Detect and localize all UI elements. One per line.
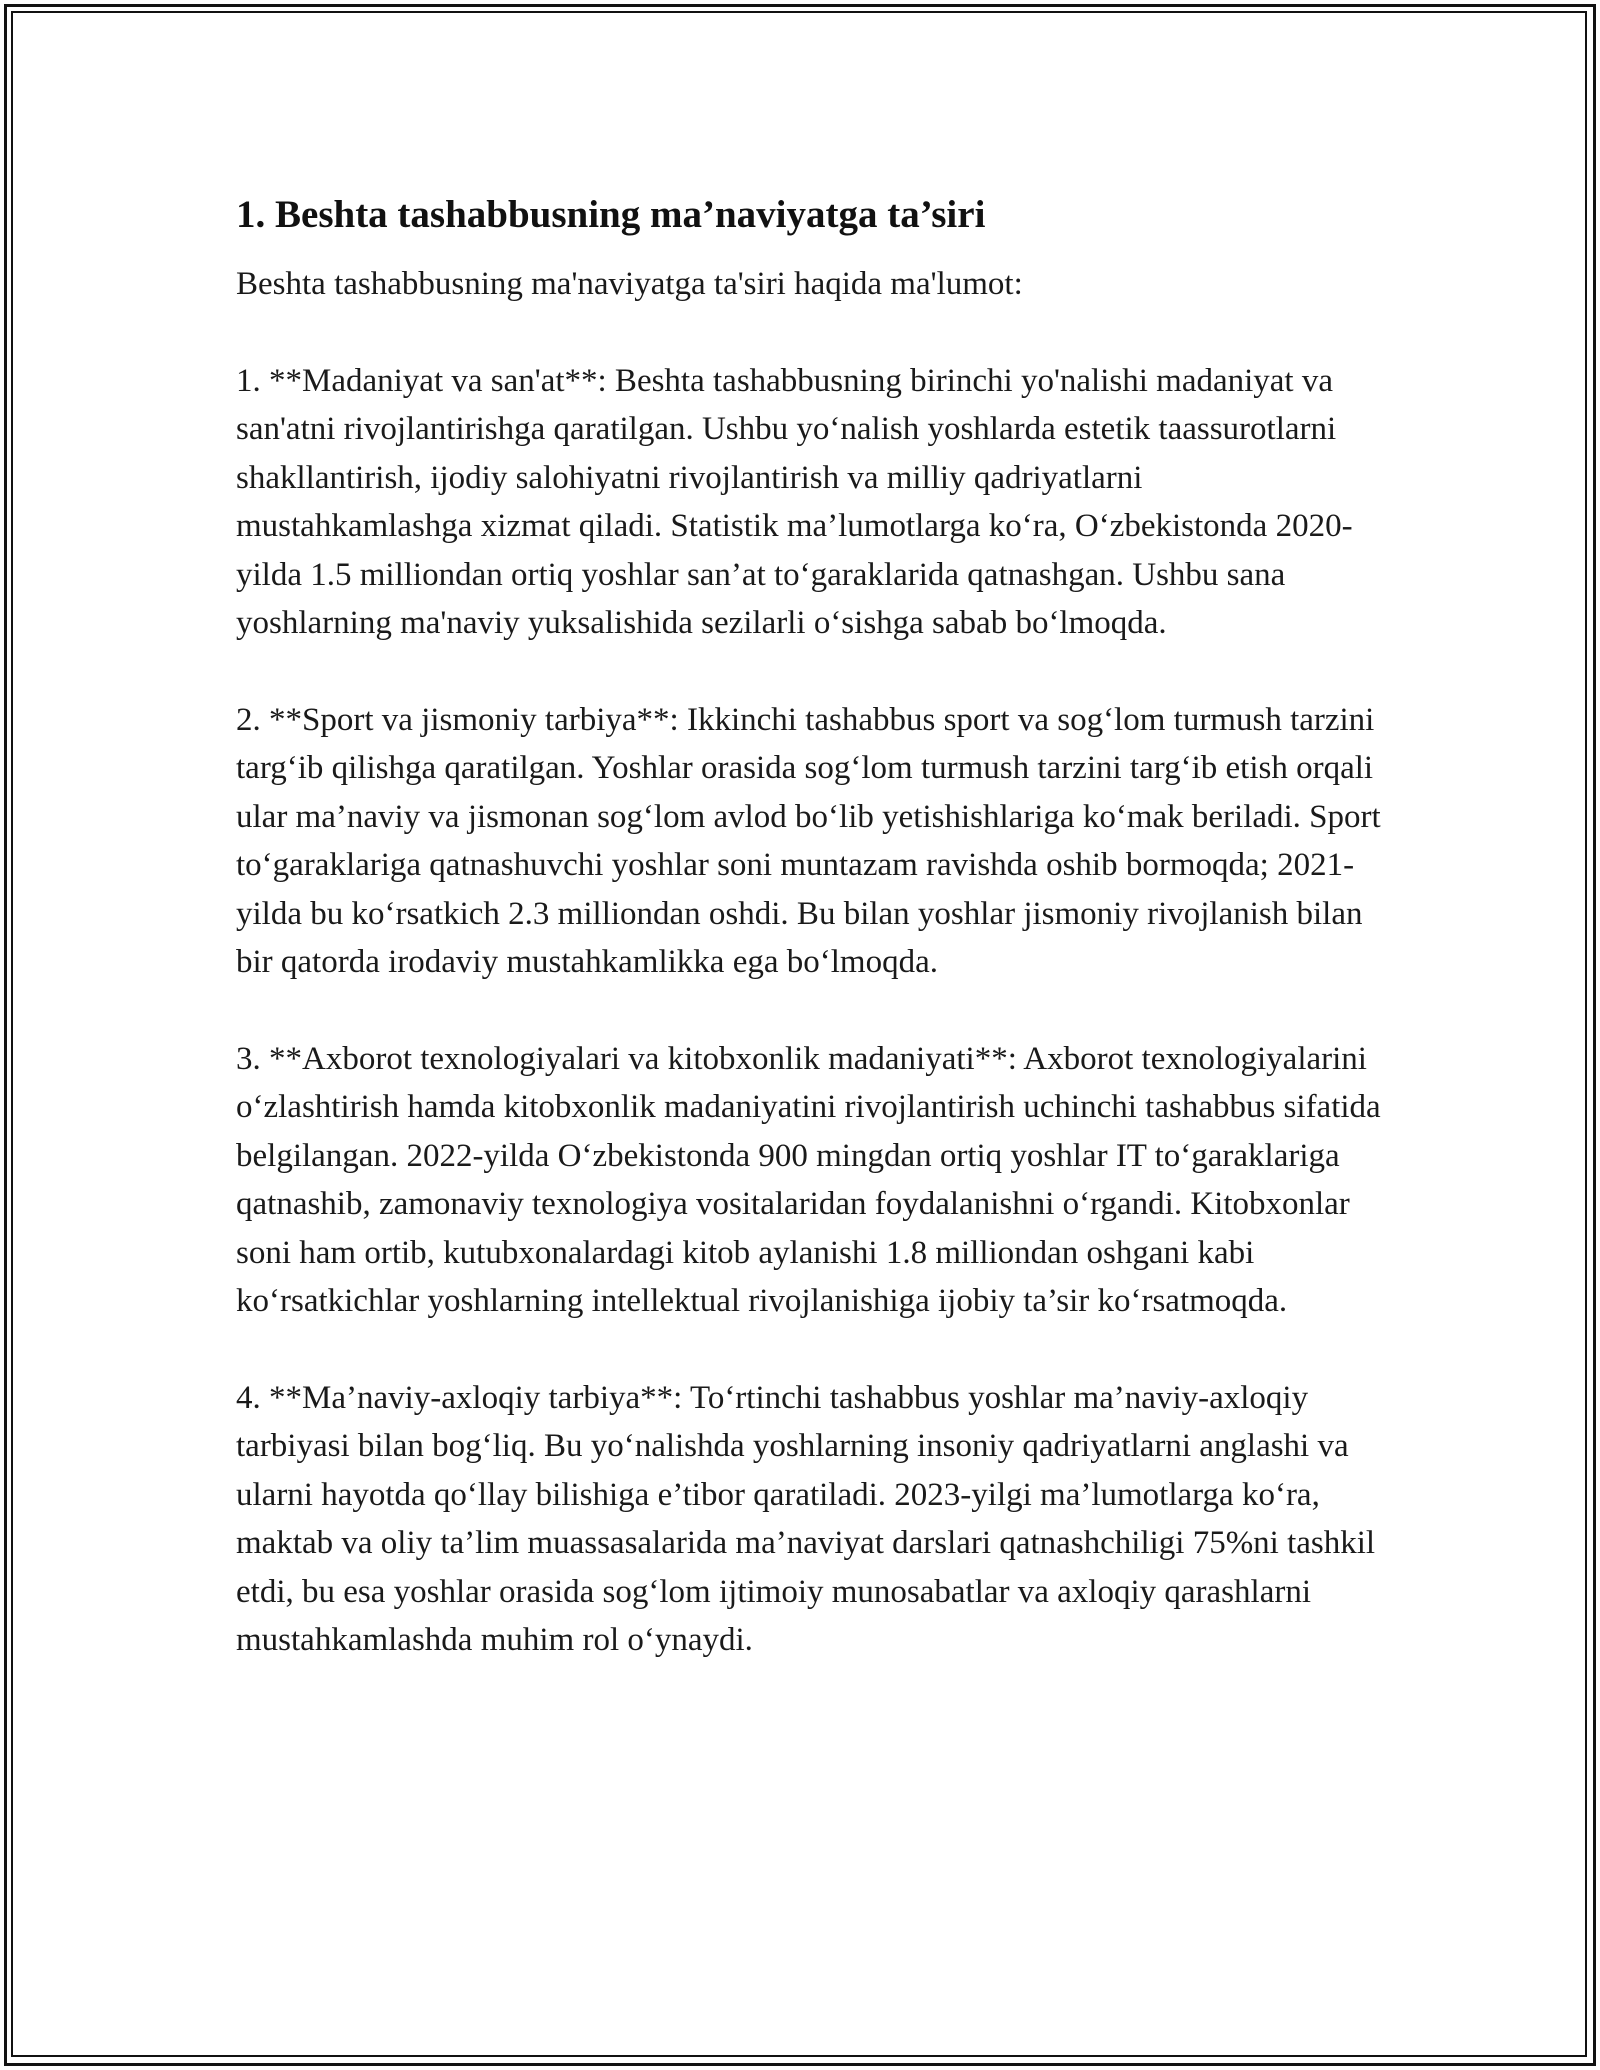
list-item-it-reading: 3. **Axborot texnologiyalari va kitobxonlik madaniyati**: Axborot texnologiyalarini o‘zlashtirish hamda kitobxonlik madaniyatini rivojlantirish uchinchi tashabbus sifatida belgilangan. 2022-yilda O‘zbekistonda 900 mingdan ortiq yoshlar IT to‘garaklariga qatnashib, zamonaviy texnologiya vositalaridan foydalanishni o‘rgandi. Kitobxonlar soni ham ortib, kutubxonalardagi kitob aylanishi 1.8 milliondan oshgani kabi ko‘rsatkichlar yoshlarning intellektual rivojlanishiga ijobiy ta’sir ko‘rsatmoqda. bbox=[236, 1040, 1381, 1319]
intro-paragraph: Beshta tashabbusning ma'naviyatga ta'siri haqida ma'lumot: bbox=[236, 266, 1023, 302]
list-item-moral-education: 4. **Ma’naviy-axloqiy tarbiya**: To‘rtinchi tashabbus yoshlar ma’naviy-axloqiy tarbiyasi bilan bog‘liq. Bu yo‘nalishda yoshlarning insoniy qadriyatlarni anglashi va ularni hayotda qo‘llay bilishiga e’tibor qaratiladi. 2023-yilgi ma’lumotlarga ko‘ra, maktab va oliy ta’lim muassasalarida ma’naviyat darslari qatnashchiligi 75%ni tashkil etdi, bu esa yoshlar orasida sog‘lom ijtimoiy munosabatlar va axloqiy qarashlarni mustahkamlashda muhim rol o‘ynaydi. bbox=[236, 1379, 1376, 1658]
list-item-sport: 2. **Sport va jismoniy tarbiya**: Ikkinchi tashabbus sport va sog‘lom turmush tarzini targ‘ib qilishga qaratilgan. Yoshlar orasida sog‘lom turmush tarzini targ‘ib etish orqali ular ma’naviy va jismonan sog‘lom avlod bo‘lib yetishishlariga ko‘mak beriladi. Sport to‘garaklariga qatnashuvchi yoshlar soni muntazam ravishda oshib bormoqda; 2021-yilda bu ko‘rsatkich 2.3 milliondan oshdi. Bu bilan yoshlar jismoniy rivojlanish bilan bir qatorda irodaviy mustahkamlikka ega bo‘lmoqda. bbox=[236, 701, 1381, 980]
list-item-culture-art: 1. **Madaniyat va san'at**: Beshta tashabbusning birinchi yo'nalishi madaniyat va san'atni rivojlantirishga qaratilgan. Ushbu yo‘nalish yoshlarda estetik taassurotlarni shakllantirish, ijodiy salohiyatni rivojlantirish va milliy qadriyatlarni mustahkamlashga xizmat qiladi. Statistik ma’lumotlarga ko‘ra, O‘zbekistonda 2020-yilda 1.5 milliondan ortiq yoshlar san’at to‘garaklarida qatnashgan. Ushbu sana yoshlarning ma'naviy yuksalishida sezilarli o‘sishga sabab bo‘lmoqda. bbox=[236, 362, 1353, 641]
document-title: 1. Beshta tashabbusning ma’naviyatga ta’siri bbox=[236, 193, 986, 236]
document-body bbox=[236, 186, 1386, 1665]
